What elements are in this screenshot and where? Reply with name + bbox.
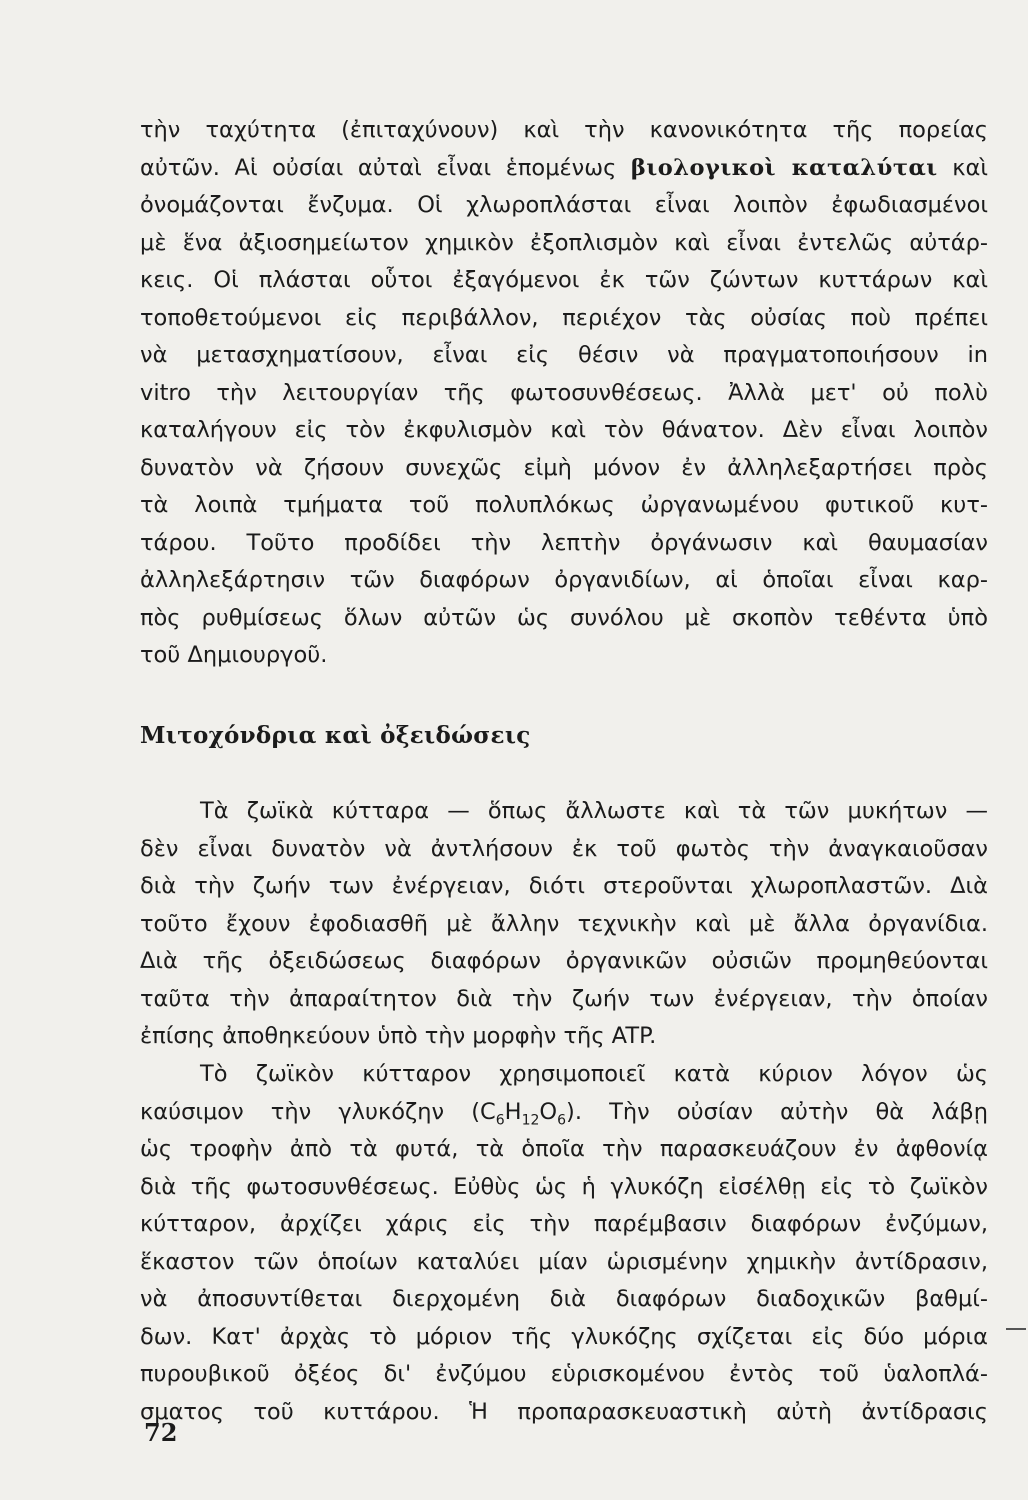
text-line: διὰ τῆς φωτοσυνθέσεως. Εὐθὺς ὡς ἡ γλυκόζη εἰσέλθῃ εἰς τὸ ζωϊκὸν xyxy=(140,1173,988,1200)
margin-mark xyxy=(1006,1328,1026,1330)
text-line: τοῦτο ἔχουν ἐφοδιασθῆ μὲ ἄλλην τεχνικὴν καὶ μὲ ἄλλα ὀργανίδια. xyxy=(140,910,988,937)
section-heading: Μιτοχόνδρια καὶ ὀξειδώσεις xyxy=(140,722,531,749)
text-line: δυνατὸν νὰ ζήσουν συνεχῶς εἰμὴ μόνον ἐν ἀλληλεξαρτήσει πρὸς xyxy=(140,454,988,481)
text-line: Διὰ τῆς ὀξειδώσεως διαφόρων ὀργανικῶν οὐσιῶν προμηθεύονται xyxy=(140,948,988,974)
text-line: Τὸ ζωϊκὸν κύτταρον χρησιμοποιεῖ κατὰ κύριον λόγον ὡς xyxy=(200,1061,988,1087)
text-line: νὰ μετασχηματίσουν, εἶναι εἰς θέσιν νὰ πραγματοποιήσουν in xyxy=(140,342,988,368)
text-line: ὀνομάζονται ἔνζυμα. Οἱ χλωροπλάσται εἶναι λοιπὸν ἐφωδιασμένοι xyxy=(140,192,988,218)
text-line: νὰ ἀποσυντίθεται διερχομένη διὰ διαφόρων διαδοχικῶν βαθμί- xyxy=(140,1286,988,1312)
text-line: διὰ τὴν ζωήν των ἐνέργειαν, διότι στεροῦνται χλωροπλαστῶν. Διὰ xyxy=(140,873,988,899)
text-line: ἀλληλεξάρτησιν τῶν διαφόρων ὀργανιδίων, αἱ ὁποῖαι εἶναι καρ- xyxy=(140,567,988,593)
subscript: 6 xyxy=(557,1112,567,1128)
text-line: μὲ ἕνα ἀξιοσημείωτον χημικὸν ἐξοπλισμὸν καὶ εἶναι ἐντελῶς αὐτάρ- xyxy=(140,229,988,256)
text-line: δὲν εἶναι δυνατὸν νὰ ἀντλήσουν ἐκ τοῦ φωτὸς τὴν ἀναγκαιοῦσαν xyxy=(140,835,988,862)
text-segment: αὐτῶν. Αἱ οὐσίαι αὐταὶ εἶναι ἑπομένως xyxy=(140,154,617,181)
text-line: ὡς τροφὴν ἀπὸ τὰ φυτά, τὰ ὁποῖα τὴν παρασκευάζουν ἐν ἀφθονίᾳ xyxy=(140,1136,988,1162)
text-line: ταῦτα τὴν ἀπαραίτητον διὰ τὴν ζωήν των ἐνέργειαν, τὴν ὁποίαν xyxy=(140,985,988,1012)
text-line: πυρουβικοῦ ὀξέος δι' ἐνζύμου εὑρισκομένου ἐντὸς τοῦ ὑαλοπλά- xyxy=(140,1361,988,1387)
bold-term: βιολογικοὶ καταλύται xyxy=(630,154,938,181)
text-line: κεις. Οἱ πλάσται οὗτοι ἐξαγόμενοι ἐκ τῶν ζώντων κυττάρων καὶ xyxy=(140,267,988,293)
text-line: Τὰ ζωϊκὰ κύτταρα — ὅπως ἄλλωστε καὶ τὰ τῶν μυκήτων — xyxy=(200,798,988,824)
text-line: πὸς ρυθμίσεως ὅλων αὐτῶν ὡς συνόλου μὲ σκοπὸν τεθέντα ὑπὸ xyxy=(140,604,988,631)
text-segment: καὶ xyxy=(952,154,988,181)
text-line: σματος τοῦ κυττάρου. Ἡ προπαρασκευαστικὴ αὐτὴ ἀντίδρασις xyxy=(140,1398,988,1425)
text-line: ἕκαστον τῶν ὁποίων καταλύει μίαν ὡρισμένην χημικὴν ἀντίδρασιν, xyxy=(140,1248,988,1275)
text-line: τάρου. Τοῦτο προδίδει τὴν λεπτὴν ὀργάνωσιν καὶ θαυμασίαν xyxy=(140,529,988,556)
text-line: τὴν ταχύτητα (ἐπιταχύνουν) καὶ τὴν κανονικότητα τῆς πορείας xyxy=(140,117,988,143)
paragraph-1 xyxy=(140,112,988,675)
text-segment: ). Τὴν οὐσίαν αὐτὴν θὰ λάβῃ xyxy=(566,1098,988,1125)
text-segment: O xyxy=(539,1098,558,1125)
text-line: ἐπίσης ἀποθηκεύουν ὑπὸ τὴν μορφὴν τῆς ATP. xyxy=(140,1023,657,1049)
text-line: τοποθετούμενοι εἰς περιβάλλον, περιέχον τὰς οὐσίας ποὺ πρέπει xyxy=(140,304,988,331)
text-segment: H xyxy=(504,1098,522,1125)
subscript: 12 xyxy=(521,1112,540,1128)
text-line: κύτταρον, ἀρχίζει χάρις εἰς τὴν παρέμβασιν διαφόρων ἐνζύμων, xyxy=(140,1211,988,1237)
page-number: 72 xyxy=(144,1418,178,1447)
paragraph-3 xyxy=(140,1056,988,1431)
text-line: καταλήγουν εἰς τὸν ἐκφυλισμὸν καὶ τὸν θάνατον. Δὲν εἶναι λοιπὸν xyxy=(140,417,988,443)
paragraph-2 xyxy=(140,793,988,1056)
text-line-formula xyxy=(140,1094,988,1132)
text-line: τὰ λοιπὰ τμήματα τοῦ πολυπλόκως ὠργανωμένου φυτικοῦ κυτ- xyxy=(140,492,988,518)
text-line: vitro τὴν λειτουργίαν τῆς φωτοσυνθέσεως. Ἀλλὰ μετ' οὐ πολὺ xyxy=(140,379,988,406)
subscript: 6 xyxy=(495,1112,505,1128)
text-segment: καύσιμον τὴν γλυκόζην (C xyxy=(140,1098,496,1125)
text-line: δων. Κατ' ἀρχὰς τὸ μόριον τῆς γλυκόζης σχίζεται εἰς δύο μόρια xyxy=(140,1323,988,1350)
text-line xyxy=(140,150,988,188)
text-line: τοῦ Δημιουργοῦ. xyxy=(140,642,328,668)
